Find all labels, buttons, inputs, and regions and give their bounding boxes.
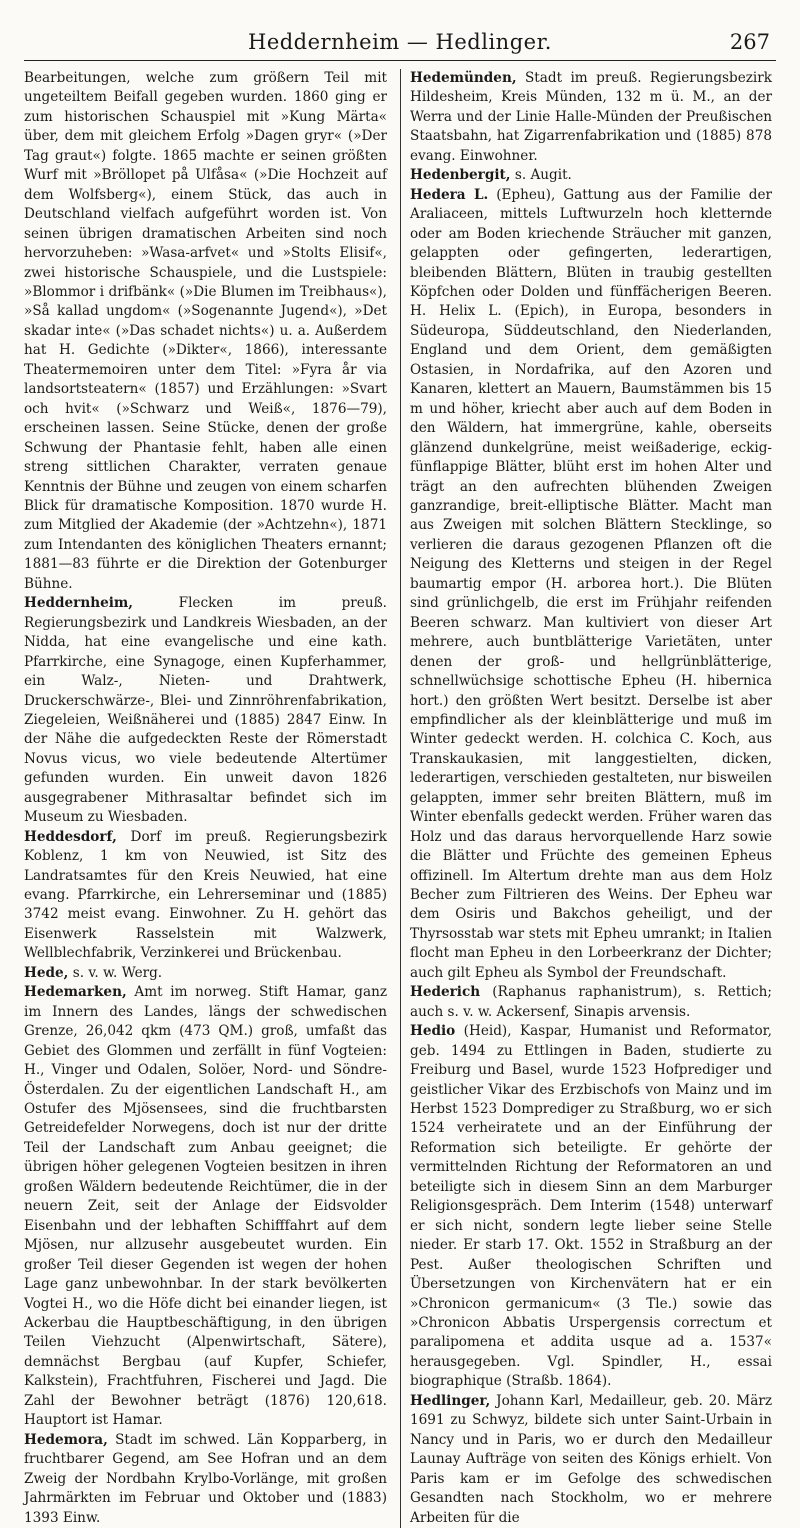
entry-body: s. Augit.	[510, 167, 572, 184]
entry-heddernheim	[24, 594, 387, 827]
entry-headword: Hedemarken,	[24, 984, 127, 1001]
left-column	[24, 69, 396, 1528]
right-column	[400, 69, 772, 1528]
entry-body: Johann Karl, Medailleur, geb. 20. März 1691 zu Schwyz, bildete sich unter Saint-Urbain in Nancy und in Paris, wo er durch den Medailleur Launay Aufträge von seiten des Königs erhielt. Von Paris kam er im Gefolge des schwedischen Gesandten nach Stockholm, wo er mehrere Arbeiten für die	[410, 1392, 772, 1526]
entry-hedlinger	[410, 1392, 772, 1528]
entry-body: Flecken im preuß. Regierungsbezirk und Landkreis Wiesbaden, an der Nidda, hat eine evangelische und eine kath. Pfarrkirche, eine Synagoge, einen Kupferhammer, ein Walz-, Nieten- und Drahtwerk, Druckerschwärze-, Blei- und Zinnröhrenfabrikation, Ziegeleien, Weißnäherei und (1885) 2847 Einw. In der Nähe die aufgedeckten Reste der Römerstadt Novus vicus, wo viele bedeutende Altertümer gefunden wurden. Ein unweit davon 1826 ausgegrabener Mithrasaltar befindet sich im Museum zu Wiesbaden.	[24, 595, 387, 826]
entry-headword: Heddesdorf,	[24, 828, 117, 845]
continued-entry-text: Bearbeitungen, welche zum größern Teil mit ungeteiltem Beifall gegeben wurden. 1860 ging er zum historischen Schauspiel mit »Kung Märta« über, dem mit gleichem Erfolg »Dagen gryr« (»Der Tag graut«) folgte. 1865 machte er seinen größten Wurf mit »Bröllopet på Ulfåsa« (»Die Hochzeit auf dem Wolfsberg«), einem Stück, das auch in Deutschland vielfach aufgeführt worden ist. Von seinen übrigen dramatischen Arbeiten sind noch hervorzuheben: »Wasa-arfvet« und »Stolts Elisif«, zwei historische Schauspiele, und die Lustspiele: »Blommor i drifbänk« (»Die Blumen im Treibhaus«), »Så kallad ungdom« (»Sogenannte Jugend«), »Det skadar inte« (»Das schadet nichts«) u. a. Außerdem hat H. Gedichte (»Dikter«, 1866), interessante Theatermemoiren unter dem Titel: »Fyra år via landsortsteatern« (1857) und Erzählungen: »Svart och hvit« (»Schwarz und Weiß«, 1876—79), erscheinen lassen. Seine Stücke, denen der große Schwung der Phantasie fehlt, haben alle einen streng sittlichen Charakter, verraten genaue Kenntnis der Bühne und zeugen von einem scharfen Blick für dramatische Komposition. 1870 wurde H. zum Mitglied der Akademie (der »Achtzehn«), 1871 zum Intendanten des königlichen Theaters ernannt; 1881—83 führte er die Direktion der Gotenburger Bühne.	[24, 70, 387, 592]
entry-headword: Hedera L.	[410, 186, 489, 203]
entry-hedio	[410, 1022, 772, 1392]
entry-hede	[24, 964, 387, 983]
entry-body: (Raphanus raphanistrum), s. Rettich; auch s. v. w. Ackersenf, Sinapis arvensis.	[410, 984, 772, 1020]
entry-headword: Hedemora,	[24, 1431, 108, 1448]
entry-body: Amt im norweg. Stift Hamar, ganz im Innern des Landes, längs der schwedischen Grenze, 26,042 qkm (473 QM.) groß, umfaßt das Gebiet des Glommen und zerfällt in fünf Vogteien: H., Vinger und Odalen, Solöer, Nord- und Söndre-Österdalen. Zu der eigentlichen Landschaft H., am Ostufer des Mjösensees, sind die fruchtbarsten Getreidefelder Norwegens, doch ist nur der dritte Teil der Landschaft zum Anbau geeignet; die übrigen höher gelegenen Vogteien besitzen in ihren großen Wäldern bedeutende Reichtümer, die in der neuern Zeit, seit der Anlage der Eidsvolder Eisenbahn und der lebhaften Schifffahrt auf dem Mjösen, nur allzusehr ausgebeutet wurden. Ein großer Teil dieser Gegenden ist wegen der hohen Lage ganz unbewohnbar. In der stark bevölkerten Vogtei H., wo die Höfe dicht bei einander liegen, ist Ackerbau die Hauptbeschäftigung, in den übrigen Teilen Viehzucht (Alpenwirtschaft, Sätere), demnächst Bergbau (auf Kupfer, Schiefer, Kalkstein), Frachtfuhren, Fischerei und Jagd. Die Zahl der Bewohner beträgt (1876) 120,618. Hauptort ist Hamar.	[24, 984, 387, 1429]
entry-hederich	[410, 983, 772, 1022]
page-header	[24, 26, 776, 61]
entry-hedemarken	[24, 983, 387, 1430]
entry-headword: Hedlinger,	[410, 1392, 491, 1409]
entry-hedenbergit	[410, 166, 772, 185]
entry-body: Dorf im preuß. Regierungsbezirk Koblenz, 1 km von Neuwied, ist Sitz des Landratsamtes für den Kreis Neuwied, hat eine evang. Pfarrkirche, ein Lehrerseminar und (1885) 3742 meist evang. Einwohner. Zu H. gehört das Eisenwerk Rasselstein mit Walzwerk, Wellblechfabrik, Verzinkerei und Brückenbau.	[24, 828, 387, 962]
entry-headword: Hedio	[410, 1023, 456, 1040]
text-columns	[24, 69, 776, 1528]
entry-body: Stadt im schwed. Län Kopparberg, in fruchtbarer Gegend, am See Hofran und an dem Zweig der Nordbahn Krylbo-Vorlänge, mit großen Jahrmärkten im Februar und Oktober und (1883) 1393 Einw.	[24, 1431, 387, 1526]
entry-heddesdorf	[24, 828, 387, 964]
entry-hedera	[410, 186, 772, 984]
entry-body: Stadt im preuß. Regierungsbezirk Hildesheim, Kreis Münden, 132 m ü. M., an der Werra und der Linie Halle-Münden der Preußischen Staatsbahn, hat Zigarrenfabrikation und (1885) 878 evang. Einwohner.	[410, 70, 772, 164]
entry-headword: Hede,	[24, 964, 69, 981]
entry-hedemora	[24, 1431, 387, 1528]
entry-headword: Hedenbergit,	[410, 167, 511, 184]
entry-headword: Hederich	[410, 984, 481, 1001]
entry-body: s. v. w. Werg.	[68, 964, 163, 981]
page-number: 267	[729, 30, 770, 54]
entry-headword: Heddernheim,	[24, 595, 134, 612]
entry-body: (Epheu), Gattung aus der Familie der Araliaceen, mittels Luftwurzeln hoch kletternde oder am Boden kriechende Sträucher mit ganzen, gelappten oder gefingerten, lederartigen, bleibenden Blättern, Blüten in traubig gestellten Köpfchen oder Dolden und fünffächerigen Beeren. H. Helix L. (Epich), in Europa, besonders in Südeuropa, Süddeutschland, den Niederlanden, England und dem Orient, dem gemäßigten Ostasien, in Nordafrika, auf den Azoren und Kanaren, klettert an Mauern, Baumstämmen bis 15 m und höher, kriecht aber auch auf dem Boden in den Wäldern, hat immergrüne, kahle, oberseits glänzend dunkelgrüne, meist weißaderige, eckig-fünflappige Blätter, blüht erst im hohen Alter und trägt an den aufrechten blühenden Zweigen ganzrandige, breit-elliptische Blätter. Macht man aus Zweigen mit solchen Blättern Stecklinge, so verlieren die daraus gezogenen Pflanzen oft die Neigung des Kletterns und steigen in der Regel baumartig empor (H. arborea hort.). Die Blüten sind grünlichgelb, die erst im Frühjahr reifenden Beeren schwarz. Man kultiviert von dieser Art mehrere, auch buntblätterige Varietäten, unter denen der groß- und hellgrünblätterige, schnellwüchsige schottische Epheu (H. hibernica hort.) den größten Wert besitzt. Derselbe ist aber empfindlicher als der kleinblätterige und muß im Winter gedeckt werden. H. colchica C. Koch, aus Transkaukasien, mit langgestielten, dicken, lederartigen, verschieden gestalteten, nur bisweilen gelappten, immer sehr breiten Blättern, muß im Winter ebenfalls gedeckt werden. Früher waren das Holz und das daraus hervorquellende Harz sowie die Blätter und Früchte des gemeinen Epheus offizinell. Im Altertum drehte man aus dem Holz Becher zum Filtrieren des Weins. Der Epheu war dem Osiris und Bakchos geheiligt, und der Thyrsosstab war stets mit Epheu umrankt; in Italien flocht man Epheu in den Lorbeerkranz der Dichter; auch gilt Epheu als Symbol der Freundschaft.	[410, 186, 772, 981]
entry-headword: Hedemünden,	[410, 70, 517, 86]
running-head: Heddernheim — Hedlinger.	[248, 30, 552, 54]
entry-body: (Heid), Kaspar, Humanist und Reformator, geb. 1494 zu Ettlingen in Baden, studierte zu Freiburg und Basel, wurde 1523 Hofprediger und geistlicher Vikar des Erzbischofs von Mainz und im Herbst 1523 Domprediger zu Straßburg, wo er sich 1524 verheiratete und an der Einführung der Reformation sich beteiligte. Er gehörte der vermittelnden Richtung der Reformatoren an und beteiligte sich in diesem Sinn an dem Marburger Religionsgespräch. Dem Interim (1548) unterwarf er sich nicht, sondern legte lieber seine Stelle nieder. Er starb 17. Okt. 1552 in Straßburg an der Pest. Außer theologischen Schriften und Übersetzungen von Kirchenvätern hat er ein »Chronicon germanicum« (3 Tle.) sowie das »Chronicon Abbatis Urspergensis correctum et paralipomena et addita usque ad a. 1537« herausgegeben. Vgl. Spindler, H., essai biographique (Straßb. 1864).	[410, 1023, 772, 1390]
entry-hedemuenden	[410, 69, 772, 166]
